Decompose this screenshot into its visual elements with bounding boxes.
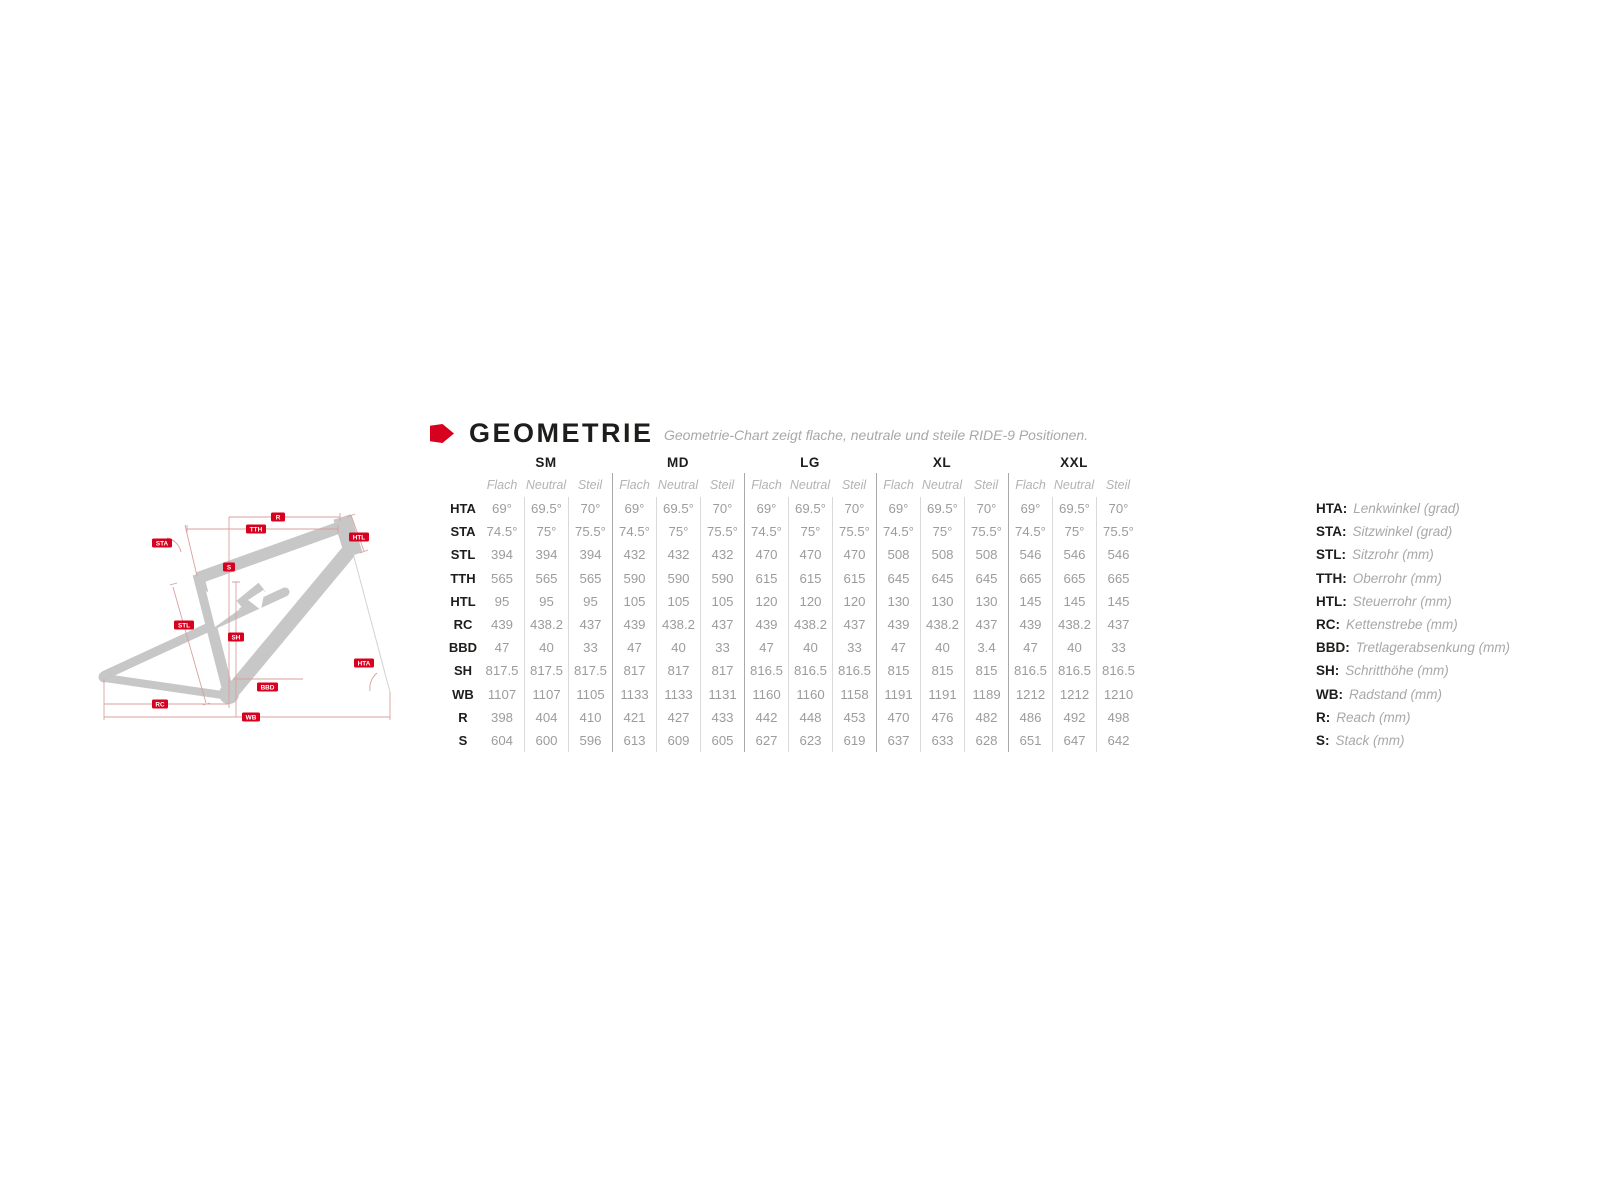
value-s-lg-steil: 619: [832, 729, 876, 752]
value-sh-md-steil: 817: [700, 659, 744, 682]
value-stl-md-neutral: 432: [656, 543, 700, 566]
legend-abbr: WB:: [1316, 686, 1343, 702]
value-stl-lg-neutral: 470: [788, 543, 832, 566]
value-hta-sm-steil: 70°: [568, 497, 612, 520]
diagram-label-s: [223, 563, 235, 572]
position-header-row: [438, 473, 1140, 497]
position-header-spacer: [438, 473, 480, 497]
value-htl-lg-steil: 120: [832, 590, 876, 613]
value-hta-sm-neutral: 69.5°: [524, 497, 568, 520]
row-label-stl: STL: [450, 547, 476, 563]
legend-desc: Oberrohr (mm): [1352, 570, 1443, 586]
table-row-sh: [438, 659, 1140, 682]
value-wb-xl-neutral: 1191: [920, 683, 964, 706]
row-label-r: R: [458, 709, 468, 725]
value-r-lg-neutral: 448: [788, 706, 832, 729]
legend-abbr: STA:: [1316, 524, 1347, 540]
value-stl-xl-neutral: 508: [920, 543, 964, 566]
legend-item-htl: [1316, 590, 1510, 613]
value-stl-md-steil: 432: [700, 543, 744, 566]
value-hta-xxl-steil: 70°: [1096, 497, 1140, 520]
value-stl-xxl-flach: 546: [1008, 543, 1052, 566]
value-htl-sm-neutral: 95: [524, 590, 568, 613]
value-sh-xl-steil: 815: [964, 659, 1008, 682]
svg-text:R: R: [275, 514, 281, 522]
value-sh-lg-flach: 816.5: [744, 659, 788, 682]
value-sh-lg-steil: 816.5: [832, 659, 876, 682]
value-sta-sm-flach: 74.5°: [486, 524, 518, 540]
value-tth-sm-flach: 565: [490, 570, 513, 586]
value-sta-lg-neutral: 75°: [788, 520, 832, 543]
value-htl-lg-neutral: 120: [788, 590, 832, 613]
diagram-label-rc: [152, 700, 168, 709]
svg-text:SH: SH: [231, 634, 241, 642]
value-tth-md-neutral: 590: [656, 567, 700, 590]
value-htl-sm-flach: 95: [494, 593, 510, 609]
value-wb-xxl-steil: 1210: [1096, 683, 1140, 706]
row-label-sh: SH: [453, 663, 473, 679]
value-s-xl-neutral: 633: [920, 729, 964, 752]
legend-item-r: [1316, 706, 1510, 729]
legend-item-rc: [1316, 613, 1510, 636]
value-bbd-xl-flach: 47: [876, 636, 920, 659]
legend-abbr: S:: [1316, 732, 1330, 748]
value-sta-xxl-flach: 74.5°: [1008, 520, 1052, 543]
table-row-hta: [438, 497, 1140, 520]
diagram-label-sta: [152, 539, 172, 548]
value-r-md-neutral: 427: [656, 706, 700, 729]
value-stl-lg-steil: 470: [832, 543, 876, 566]
value-tth-md-flach: 590: [612, 567, 656, 590]
value-r-lg-flach: 442: [744, 706, 788, 729]
svg-text:STA: STA: [155, 540, 169, 548]
legend-abbr: RC:: [1316, 617, 1340, 633]
diagram-label-tth: [246, 525, 266, 534]
table-row-wb: [438, 683, 1140, 706]
table-row-htl: [438, 590, 1140, 613]
top-tube: [198, 528, 338, 578]
value-bbd-lg-neutral: 40: [788, 636, 832, 659]
value-bbd-xxl-neutral: 40: [1052, 636, 1096, 659]
size-header-xxl: XXL: [1060, 454, 1088, 470]
legend-item-tth: [1316, 567, 1510, 590]
value-rc-xl-flach: 439: [876, 613, 920, 636]
value-s-xxl-steil: 642: [1096, 729, 1140, 752]
page-subtitle: Geometrie-Chart zeigt flache, neutrale und steile RIDE-9 Positionen.: [664, 427, 1089, 443]
table-row-bbd: [438, 636, 1140, 659]
value-s-md-neutral: 609: [656, 729, 700, 752]
value-stl-xl-flach: 508: [876, 543, 920, 566]
value-stl-xxl-neutral: 546: [1052, 543, 1096, 566]
position-header-sm-steil: Steil: [577, 478, 603, 492]
value-sta-md-steil: 75.5°: [700, 520, 744, 543]
value-stl-md-flach: 432: [612, 543, 656, 566]
value-tth-sm-neutral: 565: [524, 567, 568, 590]
value-htl-md-flach: 105: [612, 590, 656, 613]
value-sta-lg-flach: 74.5°: [744, 520, 788, 543]
chain-stay: [105, 678, 229, 696]
size-header-md: MD: [667, 454, 689, 470]
value-tth-xl-steil: 645: [964, 567, 1008, 590]
value-sh-xl-neutral: 815: [920, 659, 964, 682]
value-rc-md-neutral: 438.2: [656, 613, 700, 636]
value-r-xl-steil: 482: [964, 706, 1008, 729]
legend-abbr: HTL:: [1316, 593, 1347, 609]
value-htl-xl-flach: 130: [876, 590, 920, 613]
value-sh-xxl-neutral: 816.5: [1052, 659, 1096, 682]
value-stl-sm-neutral: 394: [524, 543, 568, 566]
position-header-sm-flach: Flach: [486, 478, 518, 492]
legend-desc: Kettenstrebe (mm): [1346, 617, 1458, 633]
table-row-sta: [438, 520, 1140, 543]
legend-desc: Stack (mm): [1335, 732, 1405, 748]
size-header-lg: LG: [800, 454, 820, 470]
value-s-sm-neutral: 600: [524, 729, 568, 752]
value-hta-lg-neutral: 69.5°: [788, 497, 832, 520]
value-tth-xl-flach: 645: [876, 567, 920, 590]
position-header-xl-steil: Steil: [973, 478, 999, 492]
legend-desc: Tretlagerabsenkung (mm): [1355, 640, 1511, 656]
value-sh-sm-steil: 817.5: [568, 659, 612, 682]
value-r-md-steil: 433: [700, 706, 744, 729]
value-sta-sm-neutral: 75°: [524, 520, 568, 543]
geometry-table-body: [438, 497, 1140, 752]
value-hta-md-neutral: 69.5°: [656, 497, 700, 520]
legend-desc: Schritthöhe (mm): [1345, 663, 1449, 679]
abbreviation-legend: [1316, 497, 1510, 752]
value-s-xl-steil: 628: [964, 729, 1008, 752]
value-bbd-md-steil: 33: [700, 636, 744, 659]
value-sh-sm-flach: 817.5: [485, 663, 519, 679]
value-hta-md-steil: 70°: [700, 497, 744, 520]
legend-item-stl: [1316, 543, 1510, 566]
value-tth-xl-neutral: 645: [920, 567, 964, 590]
value-bbd-lg-steil: 33: [832, 636, 876, 659]
svg-text:STL: STL: [177, 622, 191, 630]
svg-text:HTA: HTA: [357, 660, 371, 668]
value-sta-xxl-steil: 75.5°: [1096, 520, 1140, 543]
value-stl-xl-steil: 508: [964, 543, 1008, 566]
value-wb-sm-steil: 1105: [568, 683, 612, 706]
value-r-sm-flach: 398: [490, 709, 513, 725]
value-wb-xxl-neutral: 1212: [1052, 683, 1096, 706]
value-tth-md-steil: 590: [700, 567, 744, 590]
value-sh-xl-flach: 815: [876, 659, 920, 682]
value-wb-sm-flach: 1107: [487, 686, 517, 702]
value-bbd-sm-neutral: 40: [524, 636, 568, 659]
value-rc-lg-flach: 439: [744, 613, 788, 636]
value-s-xxl-neutral: 647: [1052, 729, 1096, 752]
position-header-lg-flach: Flach: [744, 473, 788, 497]
value-hta-sm-flach: 69°: [492, 501, 512, 517]
value-r-md-flach: 421: [612, 706, 656, 729]
position-header-lg-steil: Steil: [841, 478, 867, 492]
value-bbd-sm-flach: 47: [494, 640, 510, 656]
position-header-md-steil: Steil: [709, 478, 735, 492]
svg-text:BBD: BBD: [260, 684, 275, 692]
position-header-xxl-steil: Steil: [1105, 478, 1131, 492]
legend-item-s: [1316, 729, 1510, 752]
diagram-label-stl: [174, 621, 194, 630]
legend-desc: Radstand (mm): [1349, 686, 1443, 702]
value-htl-md-neutral: 105: [656, 590, 700, 613]
value-sta-xxl-neutral: 75°: [1052, 520, 1096, 543]
value-rc-sm-neutral: 438.2: [524, 613, 568, 636]
diagram-label-hta: [354, 659, 374, 668]
svg-text:HTL: HTL: [352, 534, 366, 542]
geometry-arrow-icon: [430, 424, 454, 443]
value-rc-lg-steil: 437: [832, 613, 876, 636]
value-bbd-md-flach: 47: [612, 636, 656, 659]
svg-text:RC: RC: [155, 701, 165, 709]
position-header-sm-neutral: Neutral: [525, 478, 567, 492]
svg-text:WB: WB: [245, 714, 257, 722]
value-htl-md-steil: 105: [700, 590, 744, 613]
position-header-md-neutral: Neutral: [657, 478, 699, 492]
value-sta-lg-steil: 75.5°: [832, 520, 876, 543]
value-wb-xl-steil: 1189: [964, 683, 1008, 706]
table-row-r: [438, 706, 1140, 729]
fork-axis-line: [354, 557, 390, 692]
table-row-rc: [438, 613, 1140, 636]
value-r-sm-steil: 410: [568, 706, 612, 729]
value-r-xxl-neutral: 492: [1052, 706, 1096, 729]
value-bbd-xl-neutral: 40: [920, 636, 964, 659]
value-htl-xxl-steil: 145: [1096, 590, 1140, 613]
value-r-xxl-flach: 486: [1008, 706, 1052, 729]
value-hta-lg-flach: 69°: [744, 497, 788, 520]
value-wb-lg-steil: 1158: [832, 683, 876, 706]
value-s-md-flach: 613: [612, 729, 656, 752]
value-sta-md-flach: 74.5°: [612, 520, 656, 543]
legend-abbr: SH:: [1316, 663, 1340, 679]
down-tube: [230, 551, 349, 694]
value-wb-xxl-flach: 1212: [1008, 683, 1052, 706]
legend-desc: Steuerrohr (mm): [1352, 593, 1452, 609]
value-wb-sm-neutral: 1107: [524, 683, 568, 706]
value-s-lg-neutral: 623: [788, 729, 832, 752]
diagram-label-sh: [228, 633, 244, 642]
value-stl-lg-flach: 470: [744, 543, 788, 566]
value-wb-lg-neutral: 1160: [788, 683, 832, 706]
size-header-row: [438, 451, 1140, 473]
legend-abbr: STL:: [1316, 547, 1346, 563]
value-htl-xxl-neutral: 145: [1052, 590, 1096, 613]
position-header-xl-flach: Flach: [876, 473, 920, 497]
diagram-label-htl: [349, 533, 369, 542]
value-s-xxl-flach: 651: [1008, 729, 1052, 752]
value-r-lg-steil: 453: [832, 706, 876, 729]
value-htl-xl-neutral: 130: [920, 590, 964, 613]
value-htl-xl-steil: 130: [964, 590, 1008, 613]
value-stl-xxl-steil: 546: [1096, 543, 1140, 566]
value-stl-sm-flach: 394: [490, 547, 513, 563]
legend-desc: Sitzrohr (mm): [1352, 547, 1434, 563]
value-s-sm-flach: 604: [490, 732, 513, 748]
value-sta-xl-flach: 74.5°: [876, 520, 920, 543]
value-htl-lg-flach: 120: [744, 590, 788, 613]
value-sh-md-neutral: 817: [656, 659, 700, 682]
row-label-tth: TTH: [450, 570, 476, 586]
legend-desc: Reach (mm): [1336, 709, 1411, 725]
value-hta-xxl-flach: 69°: [1008, 497, 1052, 520]
value-bbd-sm-steil: 33: [568, 636, 612, 659]
value-hta-md-flach: 69°: [612, 497, 656, 520]
value-rc-xxl-flach: 439: [1008, 613, 1052, 636]
value-rc-md-flach: 439: [612, 613, 656, 636]
svg-text:TTH: TTH: [249, 526, 263, 534]
value-tth-xxl-steil: 665: [1096, 567, 1140, 590]
value-rc-xxl-neutral: 438.2: [1052, 613, 1096, 636]
value-bbd-xxl-flach: 47: [1008, 636, 1052, 659]
value-sh-lg-neutral: 816.5: [788, 659, 832, 682]
value-sh-sm-neutral: 817.5: [524, 659, 568, 682]
value-s-lg-flach: 627: [744, 729, 788, 752]
value-r-sm-neutral: 404: [524, 706, 568, 729]
value-hta-xl-flach: 69°: [876, 497, 920, 520]
value-tth-xxl-flach: 665: [1008, 567, 1052, 590]
diagram-label-r: [271, 513, 285, 522]
value-hta-xl-neutral: 69.5°: [920, 497, 964, 520]
value-r-xl-neutral: 476: [920, 706, 964, 729]
legend-abbr: TTH:: [1316, 570, 1347, 586]
legend-desc: Sitzwinkel (grad): [1352, 524, 1453, 540]
legend-item-bbd: [1316, 636, 1510, 659]
row-label-htl: HTL: [450, 593, 476, 609]
value-r-xxl-steil: 498: [1096, 706, 1140, 729]
value-tth-lg-neutral: 615: [788, 567, 832, 590]
legend-abbr: BBD:: [1316, 640, 1350, 656]
value-sta-md-neutral: 75°: [656, 520, 700, 543]
value-s-xl-flach: 637: [876, 729, 920, 752]
value-sh-xxl-flach: 816.5: [1008, 659, 1052, 682]
value-htl-sm-steil: 95: [568, 590, 612, 613]
value-rc-xl-steil: 437: [964, 613, 1008, 636]
table-row-s: [438, 729, 1140, 752]
table-row-tth: [438, 567, 1140, 590]
row-label-s: S: [458, 732, 468, 748]
value-hta-xl-steil: 70°: [964, 497, 1008, 520]
value-rc-sm-steil: 437: [568, 613, 612, 636]
table-row-stl: [438, 543, 1140, 566]
position-header-xxl-flach: Flach: [1008, 473, 1052, 497]
row-label-wb: WB: [452, 686, 474, 702]
legend-item-wb: [1316, 683, 1510, 706]
value-sta-xl-neutral: 75°: [920, 520, 964, 543]
value-sta-sm-steil: 75.5°: [568, 520, 612, 543]
value-wb-md-steil: 1131: [700, 683, 744, 706]
diagram-label-wb: [242, 713, 260, 722]
legend-item-hta: [1316, 497, 1510, 520]
value-r-xl-flach: 470: [876, 706, 920, 729]
value-sh-xxl-steil: 816.5: [1096, 659, 1140, 682]
value-rc-xl-neutral: 438.2: [920, 613, 964, 636]
value-rc-sm-flach: 439: [490, 617, 513, 633]
value-wb-lg-flach: 1160: [744, 683, 788, 706]
row-label-sta: STA: [450, 524, 476, 540]
value-hta-xxl-neutral: 69.5°: [1052, 497, 1096, 520]
value-rc-lg-neutral: 438.2: [788, 613, 832, 636]
value-bbd-xl-steil: 3.4: [964, 636, 1008, 659]
value-tth-lg-flach: 615: [744, 567, 788, 590]
frame-silhouette: [99, 514, 355, 704]
value-bbd-xxl-steil: 33: [1096, 636, 1140, 659]
value-wb-xl-flach: 1191: [876, 683, 920, 706]
legend-item-sh: [1316, 659, 1510, 682]
value-hta-lg-steil: 70°: [832, 497, 876, 520]
svg-text:S: S: [226, 564, 232, 572]
size-header-sm: SM: [535, 454, 557, 470]
legend-item-sta: [1316, 520, 1510, 543]
row-label-bbd: BBD: [448, 640, 478, 656]
bike-frame-diagram: [88, 488, 403, 730]
row-label-rc: RC: [453, 617, 473, 633]
row-label-hta: HTA: [450, 501, 476, 517]
value-sh-md-flach: 817: [612, 659, 656, 682]
legend-abbr: HTA:: [1316, 501, 1348, 517]
value-htl-xxl-flach: 145: [1008, 590, 1052, 613]
position-header-xxl-neutral: Neutral: [1053, 478, 1095, 492]
value-tth-xxl-neutral: 665: [1052, 567, 1096, 590]
value-sta-xl-steil: 75.5°: [964, 520, 1008, 543]
geometry-table: [438, 451, 1140, 752]
position-header-lg-neutral: Neutral: [789, 478, 831, 492]
value-bbd-lg-flach: 47: [744, 636, 788, 659]
value-wb-md-flach: 1133: [612, 683, 656, 706]
value-rc-md-steil: 437: [700, 613, 744, 636]
value-bbd-md-neutral: 40: [656, 636, 700, 659]
diagram-label-bbd: [257, 683, 278, 692]
value-s-md-steil: 605: [700, 729, 744, 752]
position-header-xl-neutral: Neutral: [921, 478, 963, 492]
value-stl-sm-steil: 394: [568, 543, 612, 566]
value-rc-xxl-steil: 437: [1096, 613, 1140, 636]
value-s-sm-steil: 596: [568, 729, 612, 752]
value-wb-md-neutral: 1133: [656, 683, 700, 706]
page-title: GEOMETRIE: [469, 418, 654, 448]
legend-abbr: R:: [1316, 709, 1331, 725]
position-header-md-flach: Flach: [612, 473, 656, 497]
legend-desc: Lenkwinkel (grad): [1353, 501, 1460, 517]
value-tth-lg-steil: 615: [832, 567, 876, 590]
size-header-xl: XL: [932, 454, 952, 470]
value-tth-sm-steil: 565: [568, 567, 612, 590]
